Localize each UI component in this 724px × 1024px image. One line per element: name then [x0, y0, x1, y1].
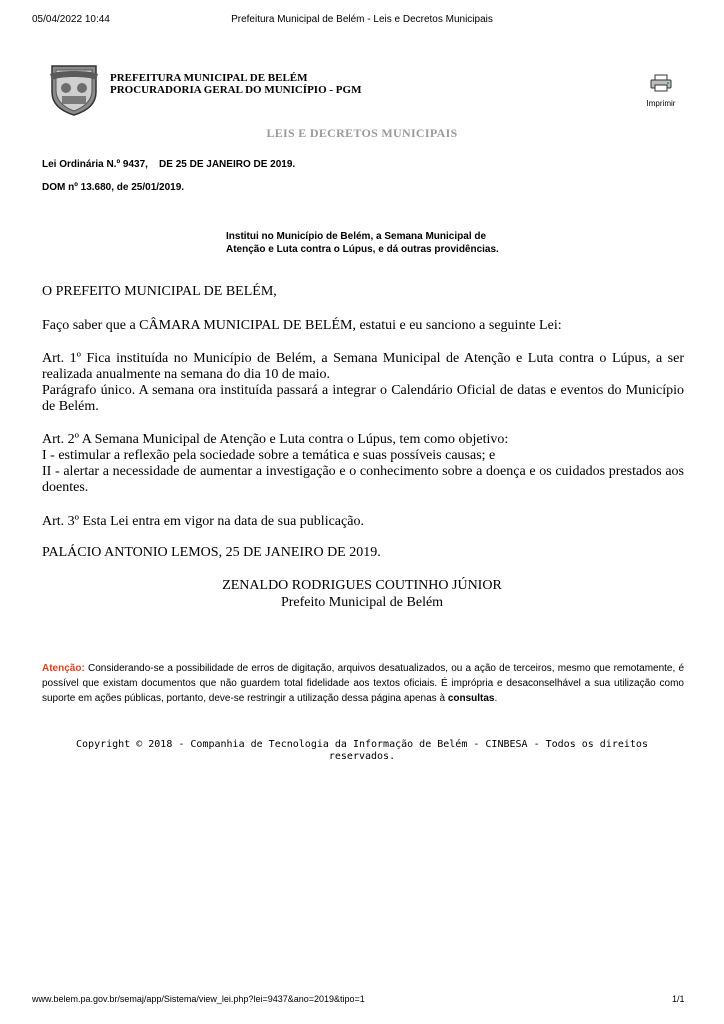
belem-crest-logo: [48, 62, 100, 116]
print-page-title: Prefeitura Municipal de Belém - Leis e Decretos Municipais: [231, 14, 493, 25]
notice-text: Considerando-se a possibilidade de erros de digitação, arquivos desatualizados, ou a ação de terceiros, mesmo que remotamente, é possível que existam documentos que não guardem total fidelidade aos textos oficiais. É imprópria e desaconselhável a sua utilização como suporte em ações públicas, portanto, deve-se restringir a utilização dessa página apenas à: [42, 663, 685, 704]
dom-reference: DOM nº 13.680, de 25/01/2019.: [42, 182, 185, 193]
print-button[interactable]: [640, 74, 682, 108]
print-label: Imprimir: [646, 99, 676, 108]
print-page-number: 1/1: [672, 994, 685, 1004]
org-name: PREFEITURA MUNICIPAL DE BELÉM: [110, 72, 308, 84]
notice-end: .: [494, 693, 498, 704]
article-1-text: Art. 1º Fica instituída no Município de Belém, a Semana Municipal de Atenção e Luta contra o Lúpus, a ser realizada anualmente na semana do dia 10 de maio.: [42, 351, 684, 382]
org-department: PROCURADORIA GERAL DO MUNICÍPIO - PGM: [110, 84, 362, 96]
signer-role: Prefeito Municipal de Belém: [280, 595, 444, 610]
article-2: [42, 432, 684, 496]
signer-name: ZENALDO RODRIGUES COUTINHO JÚNIOR: [222, 578, 502, 593]
copyright: Copyright © 2018 - Companhia de Tecnologia da Informação de Belém - CINBESA - Todos os direitos reservados.: [76, 739, 648, 762]
printer-icon: [640, 74, 682, 92]
article-2-item-i: I - estimular a reflexão pela sociedade sobre a temática e suas possíveis causas; e: [42, 448, 496, 463]
law-summary: Institui no Município de Belém, a Semana Municipal de Atenção e Luta contra o Lúpus, e dá outras providências.: [226, 231, 499, 255]
article-1: [42, 351, 684, 415]
preamble-prefeito: O PREFEITO MUNICIPAL DE BELÉM,: [42, 284, 277, 299]
article-2-text: Art. 2º A Semana Municipal de Atenção e Luta contra o Lúpus, tem como objetivo:: [42, 432, 509, 447]
section-title: LEIS E DECRETOS MUNICIPAIS: [266, 126, 458, 140]
article-2-item-ii: II - alertar a necessidade de aumentar a investigação e o conhecimento sobre a doença e os cuidados prestados aos doentes.: [42, 464, 684, 495]
article-3: Art. 3º Esta Lei entra em vigor na data de sua publicação.: [42, 514, 364, 529]
print-footer-url: www.belem.pa.gov.br/semaj/app/Sistema/view_lei.php?lei=9437&ano=2019&tipo=1: [32, 994, 365, 1004]
disclaimer-notice: [42, 661, 684, 706]
notice-strong: consultas: [447, 693, 495, 704]
article-1-paragraph: Parágrafo único. A semana ora instituída passará a integrar o Calendário Oficial de datas e eventos do Município de Belém.: [42, 383, 684, 414]
place-date: PALÁCIO ANTONIO LEMOS, 25 DE JANEIRO DE 2019.: [42, 545, 381, 560]
law-title: Lei Ordinária N.º 9437, DE 25 DE JANEIRO DE 2019.: [42, 159, 296, 170]
notice-label: Atenção:: [42, 663, 85, 674]
preamble-enactment: Faço saber que a CÂMARA MUNICIPAL DE BELÉM, estatui e eu sanciono a seguinte Lei:: [42, 318, 562, 333]
print-datetime: 05/04/2022 10:44: [32, 14, 110, 25]
